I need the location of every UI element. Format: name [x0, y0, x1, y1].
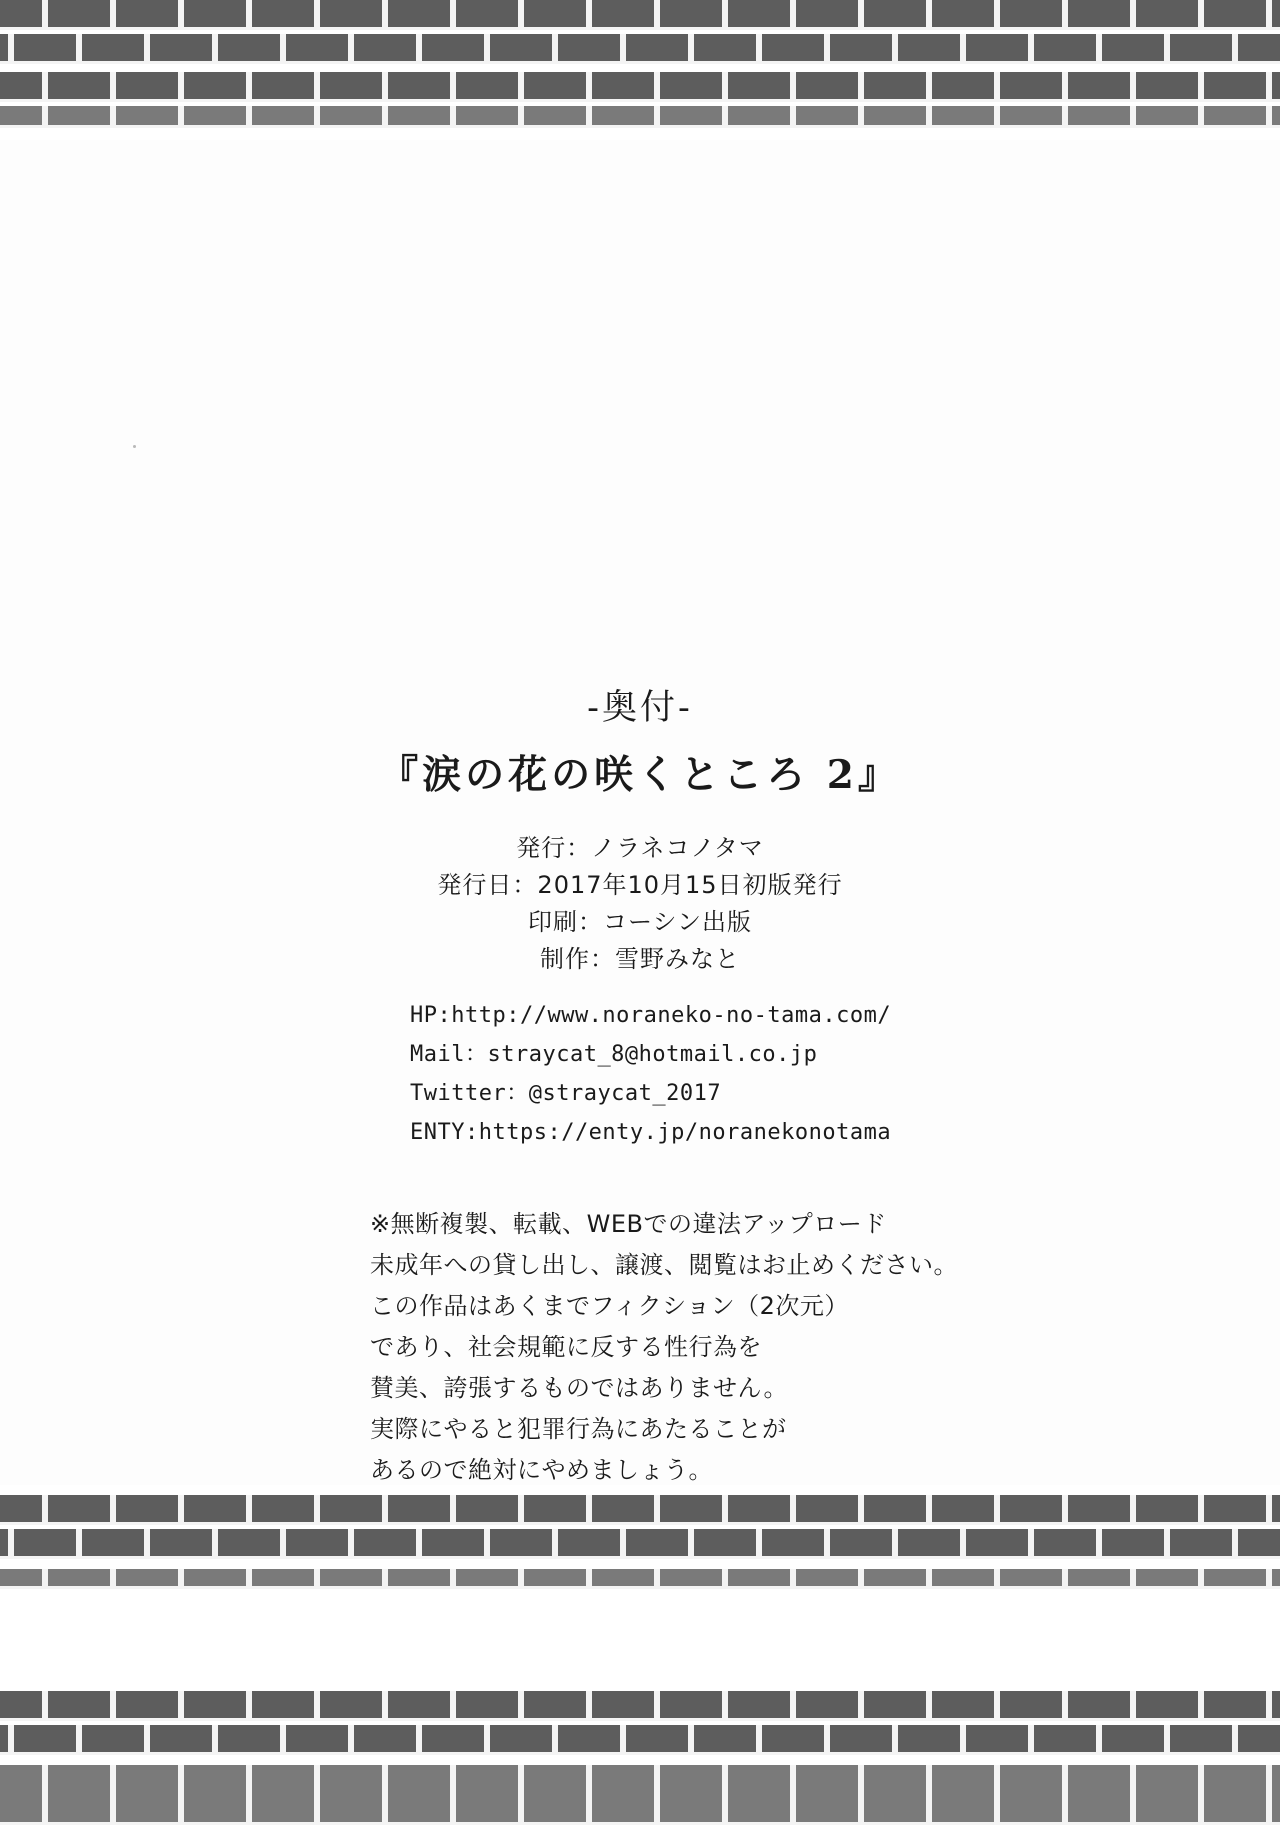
- contact-enty[interactable]: ENTY:https://enty.jp/noranekonotama: [410, 1120, 892, 1145]
- brick-gap: [0, 64, 1280, 72]
- contact-mail[interactable]: Mail：straycat_8@hotmail.co.jp: [410, 1042, 818, 1067]
- brick-row: [0, 106, 1280, 128]
- notice-line: 未成年への貸し出し、譲渡、閲覧はお止めください。: [370, 1251, 958, 1279]
- credits-list: [0, 830, 1280, 978]
- brick-row: [0, 72, 1280, 102]
- paper-speck: [133, 445, 136, 448]
- credit-author: 制作：雪野みなと: [540, 945, 740, 973]
- colophon-block: [0, 680, 1280, 1491]
- brick-gap: [0, 1589, 1280, 1691]
- notice-line: 賛美、誇張するものではありません。: [370, 1374, 788, 1402]
- brick-row: [0, 1569, 1280, 1589]
- brick-pattern-bottom: [0, 1485, 1280, 1825]
- brick-row: [0, 1725, 1280, 1755]
- credit-printer: 印刷：コーシン出版: [528, 908, 752, 936]
- notice-line: あるので絶対にやめましょう。: [370, 1456, 713, 1484]
- notice-line: この作品はあくまでフィクション（2次元）: [370, 1292, 849, 1320]
- brick-row: [0, 1495, 1280, 1525]
- credit-publisher: 発行：ノラネコノタマ: [516, 834, 764, 862]
- notice-line: ※無断複製、転載、WEBでの違法アップロード: [370, 1210, 887, 1238]
- brick-row: [0, 1529, 1280, 1559]
- page-body: [0, 140, 1280, 1485]
- contacts-list: [360, 996, 920, 1152]
- contact-homepage[interactable]: HP:http://www.noraneko-no-tama.com/: [410, 1003, 892, 1028]
- brick-gap: [0, 1755, 1280, 1765]
- notice-line: であり、社会規範に反する性行為を: [370, 1333, 762, 1361]
- brick-row: [0, 1765, 1280, 1825]
- brick-gap: [0, 1559, 1280, 1569]
- brick-pattern-top: [0, 0, 1280, 140]
- contact-twitter[interactable]: Twitter：@straycat_2017: [410, 1081, 722, 1106]
- page-title: 『涙の花の咲くところ 2』: [379, 752, 901, 798]
- legal-notice: [320, 1204, 960, 1491]
- brick-row: [0, 34, 1280, 64]
- section-label: -奥付-: [587, 688, 693, 728]
- credit-publish-date: 発行日：2017年10月15日初版発行: [437, 871, 843, 899]
- brick-row: [0, 1691, 1280, 1721]
- brick-row: [0, 0, 1280, 30]
- notice-line: 実際にやると犯罪行為にあたることが: [370, 1415, 787, 1443]
